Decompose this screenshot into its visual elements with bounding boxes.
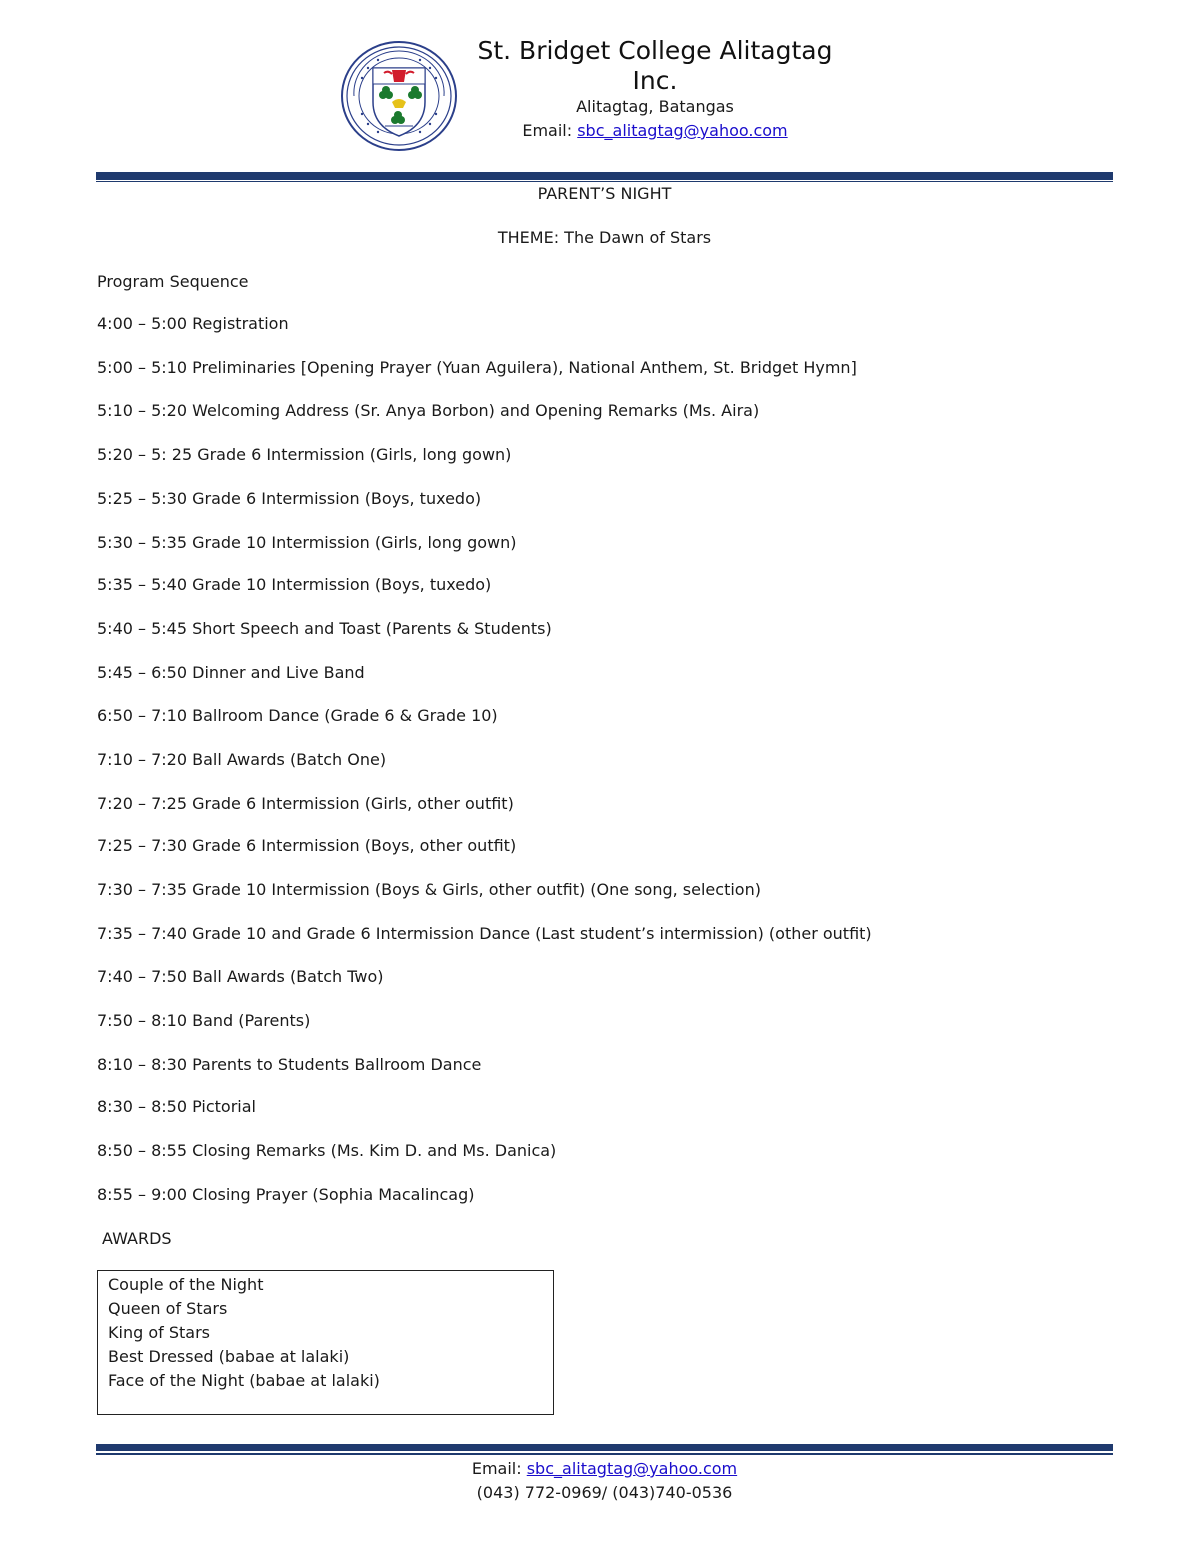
program-item: 5:20 – 5: 25 Grade 6 Intermission (Girls, long gown) [97,445,512,464]
program-item: 5:40 – 5:45 Short Speech and Toast (Parents & Students) [97,619,552,638]
footer-rule-thin [96,1453,1113,1455]
program-item: 8:55 – 9:00 Closing Prayer (Sophia Macalincag) [97,1185,475,1204]
program-item: 4:00 – 5:00 Registration [97,314,289,333]
awards-heading: AWARDS [102,1229,172,1248]
award-item: Face of the Night (babae at lalaki) [108,1371,380,1390]
header-rule-thick [96,172,1113,180]
school-address: Alitagtag, Batangas [576,97,734,116]
program-item: 7:35 – 7:40 Grade 10 and Grade 6 Intermission Dance (Last student’s intermission) (other outfit) [97,924,872,943]
program-item: 8:10 – 8:30 Parents to Students Ballroom Dance [97,1055,482,1074]
program-item: 5:10 – 5:20 Welcoming Address (Sr. Anya Borbon) and Opening Remarks (Ms. Aira) [97,401,760,420]
footer-rule-thick [96,1444,1113,1451]
program-item: 7:40 – 7:50 Ball Awards (Batch Two) [97,967,384,986]
footer-email-label: Email: [471,1459,527,1478]
award-item: Best Dressed (babae at lalaki) [108,1347,350,1366]
program-item: 7:10 – 7:20 Ball Awards (Batch One) [97,750,387,769]
footer-phone: (043) 772-0969/ (043)740-0536 [476,1483,733,1502]
program-item: 5:45 – 6:50 Dinner and Live Band [97,663,365,682]
program-item: 5:00 – 5:10 Preliminaries [Opening Prayer (Yuan Aguilera), National Anthem, St. Bridget Hymn] [97,358,857,377]
document-title: PARENT’S NIGHT [537,184,672,203]
program-item: 5:35 – 5:40 Grade 10 Intermission (Boys, tuxedo) [97,575,492,594]
program-item: 8:50 – 8:55 Closing Remarks (Ms. Kim D. and Ms. Danica) [97,1141,557,1160]
program-item: 5:30 – 5:35 Grade 10 Intermission (Girls, long gown) [97,533,517,552]
program-item: 6:50 – 7:10 Ballroom Dance (Grade 6 & Grade 10) [97,706,498,725]
document-theme: THEME: The Dawn of Stars [497,228,712,247]
award-item: Couple of the Night [108,1275,264,1294]
footer-email-link[interactable]: sbc_alitagtag@yahoo.com [526,1459,738,1478]
footer-email [96,1459,1113,1479]
award-item: King of Stars [108,1323,210,1342]
school-name-line-1: St. Bridget College Alitagtag [477,36,833,65]
header-email-link[interactable]: sbc_alitagtag@yahoo.com [577,121,788,140]
program-item: 7:50 – 8:10 Band (Parents) [97,1011,311,1030]
award-item: Queen of Stars [108,1299,228,1318]
program-item: 7:20 – 7:25 Grade 6 Intermission (Girls, other outfit) [97,794,514,813]
awards-box [97,1270,554,1415]
program-item: 5:25 – 5:30 Grade 6 Intermission (Boys, tuxedo) [97,489,482,508]
program-item: 7:30 – 7:35 Grade 10 Intermission (Boys & Girls, other outfit) (One song, selection) [97,880,761,899]
program-sequence-heading: Program Sequence [97,272,249,291]
program-item: 7:25 – 7:30 Grade 6 Intermission (Boys, other outfit) [97,836,517,855]
header-email [470,121,840,141]
header-email-label: Email: [522,121,578,140]
header-rule-thin [96,181,1113,182]
school-name-line-2: Inc. [632,66,678,95]
school-name [470,36,840,96]
program-item: 8:30 – 8:50 Pictorial [97,1097,256,1116]
school-seal-icon [340,40,458,152]
